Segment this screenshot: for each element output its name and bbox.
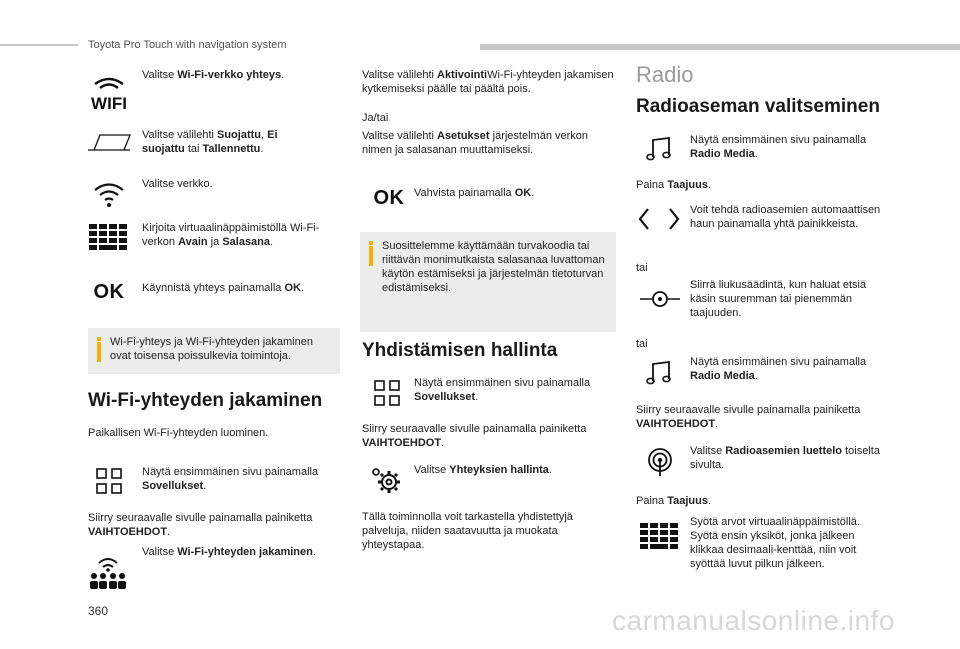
info-note-exclusive — [88, 328, 340, 374]
info-icon — [369, 246, 373, 266]
step-select-station-list: Valitse Radioasemien luettelo toiselta sivulta. — [690, 445, 880, 471]
heading-select-station: Radioaseman valitseminen — [636, 96, 880, 117]
paragraph-settings-tab: Valitse välilehti Asetukset järjestelmän verkon nimen ja salasanan muuttamiseksi. — [362, 130, 589, 156]
info-icon-dot — [369, 241, 373, 245]
connection-gears-icon — [370, 466, 404, 496]
step-auto-search: Voit tehdä radioasemien automaattisen haun painamalla yhtä painikkeista. — [690, 204, 881, 230]
step-select-wifi-sharing: Valitse Wi-Fi-yhteyden jakaminen. — [142, 546, 316, 558]
radio-station-list-icon — [646, 447, 674, 477]
ok-icon: OK — [373, 187, 405, 209]
paragraph-next-page-options: Siirry seuraavalle sivulle painamalla painiketta VAIHTOEHDOT. — [88, 512, 313, 538]
header-rule-left — [0, 44, 78, 46]
step-select-security-tab: Valitse välilehti Suojattu, Ei suojattu tai Tallennettu. — [142, 129, 278, 155]
keyboard-icon — [640, 523, 678, 549]
wifi-icon — [92, 180, 126, 208]
tuning-slider-icon — [638, 286, 682, 312]
wifi-text-icon — [88, 72, 130, 112]
step-confirm-ok: Vahvista painamalla OK. — [414, 187, 535, 199]
paragraph-next-page-options-3: Siirry seuraavalle sivulle painamalla painiketta VAIHTOEHDOT. — [636, 404, 861, 430]
step-manual-slider: Siirrä liukusäädintä, kun haluat etsiä käsin suuremman tai pienemmän taajuuden. — [690, 279, 867, 319]
info-icon-dot — [97, 337, 101, 341]
page-header: Toyota Pro Touch with navigation system — [88, 39, 287, 51]
step-show-apps-2: Näytä ensimmäinen sivu painamalla Sovellukset. — [414, 377, 591, 403]
heading-connection-management: Yhdistämisen hallinta — [362, 340, 558, 361]
step-start-connection: Käynnistä yhteys painamalla OK. — [142, 282, 305, 294]
paragraph-and-or: Ja/tai — [362, 112, 389, 124]
step-enter-key-password: Kirjoita virtuaalinäppäimistöllä Wi-Fi-verkon Avain ja Salasana. — [142, 222, 320, 248]
music-note-icon — [646, 136, 674, 162]
note-text: Suosittelemme käyttämään turvakoodia tai riittävän monimutkaista salasanaa luvattoman käytön estämiseksi ja järjestelmän tietoturvan edistämiseksi. — [382, 240, 605, 294]
section-title-radio: Radio — [636, 62, 694, 87]
step-select-network: Valitse verkko. — [142, 178, 213, 190]
music-note-icon — [646, 360, 674, 386]
header-rule-right — [480, 44, 960, 50]
tab-outline-icon — [86, 132, 132, 152]
apps-grid-icon — [374, 380, 400, 406]
apps-grid-icon — [96, 468, 122, 494]
step-select-wifi-network: Valitse Wi-Fi-verkko yhteys. — [142, 69, 285, 81]
previous-next-arrows-icon — [636, 206, 682, 232]
text-or-1: tai — [636, 262, 648, 274]
keyboard-icon — [89, 224, 127, 250]
paragraph-next-page-options-2: Siirry seuraavalle sivulle painamalla painiketta VAIHTOEHDOT. — [362, 423, 587, 449]
text-or-2: tai — [636, 338, 648, 350]
step-select-connection-management: Valitse Yhteyksien hallinta. — [414, 464, 552, 476]
info-note-security — [360, 232, 616, 332]
paragraph-local-wifi: Paikallisen Wi-Fi-yhteyden luominen. — [88, 427, 269, 439]
heading-wifi-sharing: Wi-Fi-yhteyden jakaminen — [88, 390, 323, 411]
paragraph-press-frequency: Paina Taajuus. — [636, 179, 712, 191]
note-text: Wi-Fi-yhteys ja Wi-Fi-yhteyden jakaminen ovat toisensa poissulkevia toimintoja. — [110, 336, 313, 362]
step-show-apps: Näytä ensimmäinen sivu painamalla Sovellukset. — [142, 466, 319, 492]
paragraph-connection-info: Tällä toiminnolla voit tarkastella yhdistettyjä palveluja, niiden saatavuutta ja muokata yhteystapaa. — [362, 511, 573, 551]
watermark: carmanualsonline.info — [612, 605, 895, 636]
page-number: 360 — [88, 604, 109, 618]
paragraph-press-frequency-2: Paina Taajuus. — [636, 495, 712, 507]
info-icon — [97, 342, 101, 362]
step-enter-values: Syötä arvot virtuaalinäppäimistöllä. Syötä ensin yksiköt, jonka jälkeen klikkaa desimaali-kenttää, niin voit syöttää luvut pilkun jälkeen. — [690, 516, 860, 570]
paragraph-activation-tab: Valitse välilehti AktivointiWi-Fi-yhteyden jakamisen kytkemiseksi päälle tai päältä pois. — [362, 69, 614, 95]
ok-icon: OK — [93, 281, 125, 303]
step-show-radio-media-2: Näytä ensimmäinen sivu painamalla Radio Media. — [690, 356, 867, 382]
wifi-hotspot-users-icon — [89, 554, 127, 590]
svg-text:WIFI: WIFI — [91, 94, 127, 112]
step-show-radio-media: Näytä ensimmäinen sivu painamalla Radio Media. — [690, 134, 867, 160]
